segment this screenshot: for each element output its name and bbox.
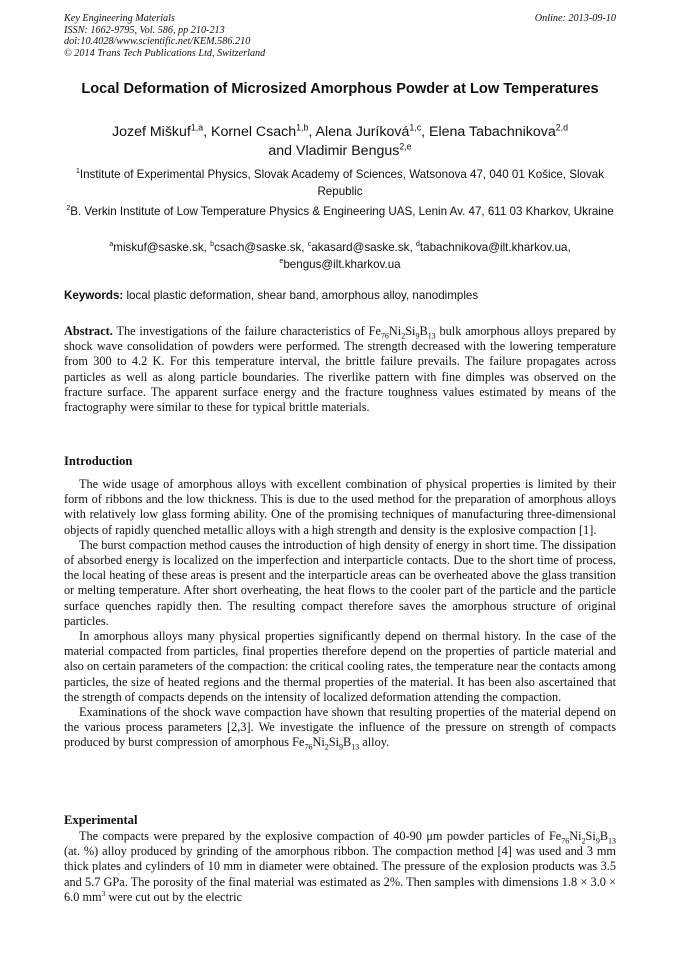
alloy-formula: $Fe_{76}Ni_2Si_9B_{13}$ [292, 735, 360, 752]
doi[interactable]: doi:10.4028/www.scientific.net/KEM.586.210 [64, 36, 251, 47]
paragraph: The wide usage of amorphous alloys with excellent combination of physical properties is limited by their form of ribbons and the low thickness. This is due to the used method for the preparation of amorphous alloys with relatively low glass forming ability. One of the promising techniques of manufacturing three-dimensional objects of rapidly quenched metallic alloys with a high strength and density is the explosive compaction [1]. [64, 477, 616, 537]
author-sup: 2,d [555, 122, 568, 133]
affiliation-2: $^2$B. Verkin Institute of Low Temperature Physics & Engineering UAS, Lenin Av. 47, 611 03 Kharkov, Ukraine [66, 203, 614, 218]
copyright: © 2014 Trans Tech Publications Ltd, Switzerland [64, 47, 266, 59]
journal-name: Key Engineering Materials [64, 13, 175, 24]
paragraph: Examinations of the shock wave compaction have shown that resulting properties of the material depend on the various process parameters [2,3]. We investigate the influence of the pressure on strength of compacts produced by burst compression of amorphous $Fe_{76}Ni_2Si_9B_{13}$ alloy. [64, 705, 616, 752]
journal-header [64, 13, 616, 59]
paragraph: The burst compaction method causes the introduction of high density of energy in short time. The dissipation of absorbed energy is localized on the imperfection and interparticle contacts. Due to the short time of process, the local heating of these areas is present and the interparticle areas can be overheated above the glass transition or melting temperature. After short overheating, the heat flows to the cooler part of the particle and the particle surface quenches rapidly then. The resulting compact therefore saves the amorphous structure of original particles. [64, 537, 616, 628]
abstract-label: Abstract. [64, 324, 113, 338]
author-sup: 1,b [296, 122, 309, 133]
paragraph: The compacts were prepared by the explosive compaction of 40-90 μm powder particles of $Fe_{76}Ni_2Si_9B_{13}$ (at. %) alloy produced by grinding of the amorphous ribbon. The compaction method [4] was used and 3 mm thick plates and cylinders of 10 mm in diameter were obtained. The pressure of the explosion products was 3.5 and 5.7 GPa. The porosity of the final material was estimated as 2%. Then samples with dimensions 1.8 × 3.0 × 6.0 $mm^3$ were cut out by the electric [64, 829, 616, 904]
experimental-body [64, 829, 616, 905]
author-list: Jozef Miškuf$^{1,a}$, Kornel Csach$^{1,b}$, Alena Juríková$^{1,c}$, Elena Tabachnikova$^{2,d}$ and Vladimir Bengus$^{2,e}$ [112, 122, 568, 159]
keywords [64, 288, 616, 304]
email-link[interactable]: csach@saske.sk [214, 241, 302, 254]
keywords-label: Keywords: [64, 289, 124, 302]
author-sup: 1,c [409, 122, 422, 133]
author-name: Kornel Csach [210, 124, 297, 140]
author-sup: 2,e [399, 141, 412, 152]
online-date: Online: 2013-09-10 [534, 13, 616, 24]
abstract: Abstract. The investigations of the failure characteristics of $Fe_{76}Ni_2Si_9B_{13}$ bulk amorphous alloys prepared by shock wave consolidation of powders were performed. The strength decreased with the lowering temperature from 300 to 4.2 K. For this temperature interval, the brittle failure prevails. The failure propagates across particles as well as along particle boundaries. The riverlike pattern with fine dimples was observed on the fracture surface. The apparent surface energy and the fracture toughness values estimated by means of the fractography were similar to these for typical brittle materials. [64, 324, 616, 415]
author-name: Alena Juríková [315, 124, 410, 140]
author-name: Jozef Miškuf [112, 124, 191, 140]
paragraph: In amorphous alloys many physical properties significantly depend on thermal history. In the case of the material compacted from particles, final properties therefore depend on the properties of particle material and also on certain parameters of the compaction: the critical cooling rates, the temperature near the contacts among particles, the size of heated regions and the thermal properties of the material. It has been also ascertained that the strength of compacts depends on the intensity of localized deformation attending the compaction. [64, 629, 616, 704]
email-link[interactable]: tabachnikova@ilt.kharkov.ua [419, 241, 568, 254]
keywords-text: local plastic deformation, shear band, amorphous alloy, nanodimples [126, 289, 479, 302]
author-sup: 1,a [190, 122, 204, 133]
section-heading-experimental: Experimental [64, 813, 138, 827]
paper-title: Local Deformation of Microsized Amorphous Powder at Low Temperatures [81, 81, 599, 97]
affiliation-1: $^1$Institute of Experimental Physics, Slovak Academy of Sciences, Watsonova 47, 040 01 Košice, Slovak Republic [75, 166, 605, 198]
alloy-formula: $Fe_{76}Ni_2Si_9B_{13}$ [368, 324, 436, 341]
alloy-formula: $Fe_{76}Ni_2Si_9B_{13}$ [548, 829, 616, 846]
email-link[interactable]: akasard@saske.sk [311, 241, 410, 254]
author-name: Vladimir Bengus [296, 143, 400, 159]
author-name: Elena Tabachnikova [429, 124, 556, 140]
email-list: $^a$miskuf@saske.sk, $^b$csach@saske.sk, $^c$akasard@saske.sk, $^d$tabachnikova@ilt.kharkov.ua, $^e$bengus@ilt.kharkov.ua [109, 239, 571, 271]
email-link[interactable]: miskuf@saske.sk [113, 241, 204, 254]
section-heading-introduction: Introduction [64, 454, 133, 468]
issn: ISSN: 1662-9795, Vol. 586, pp 210-213 [64, 24, 225, 36]
email-link[interactable]: bengus@ilt.kharkov.ua [283, 257, 401, 271]
introduction-body [64, 477, 616, 751]
